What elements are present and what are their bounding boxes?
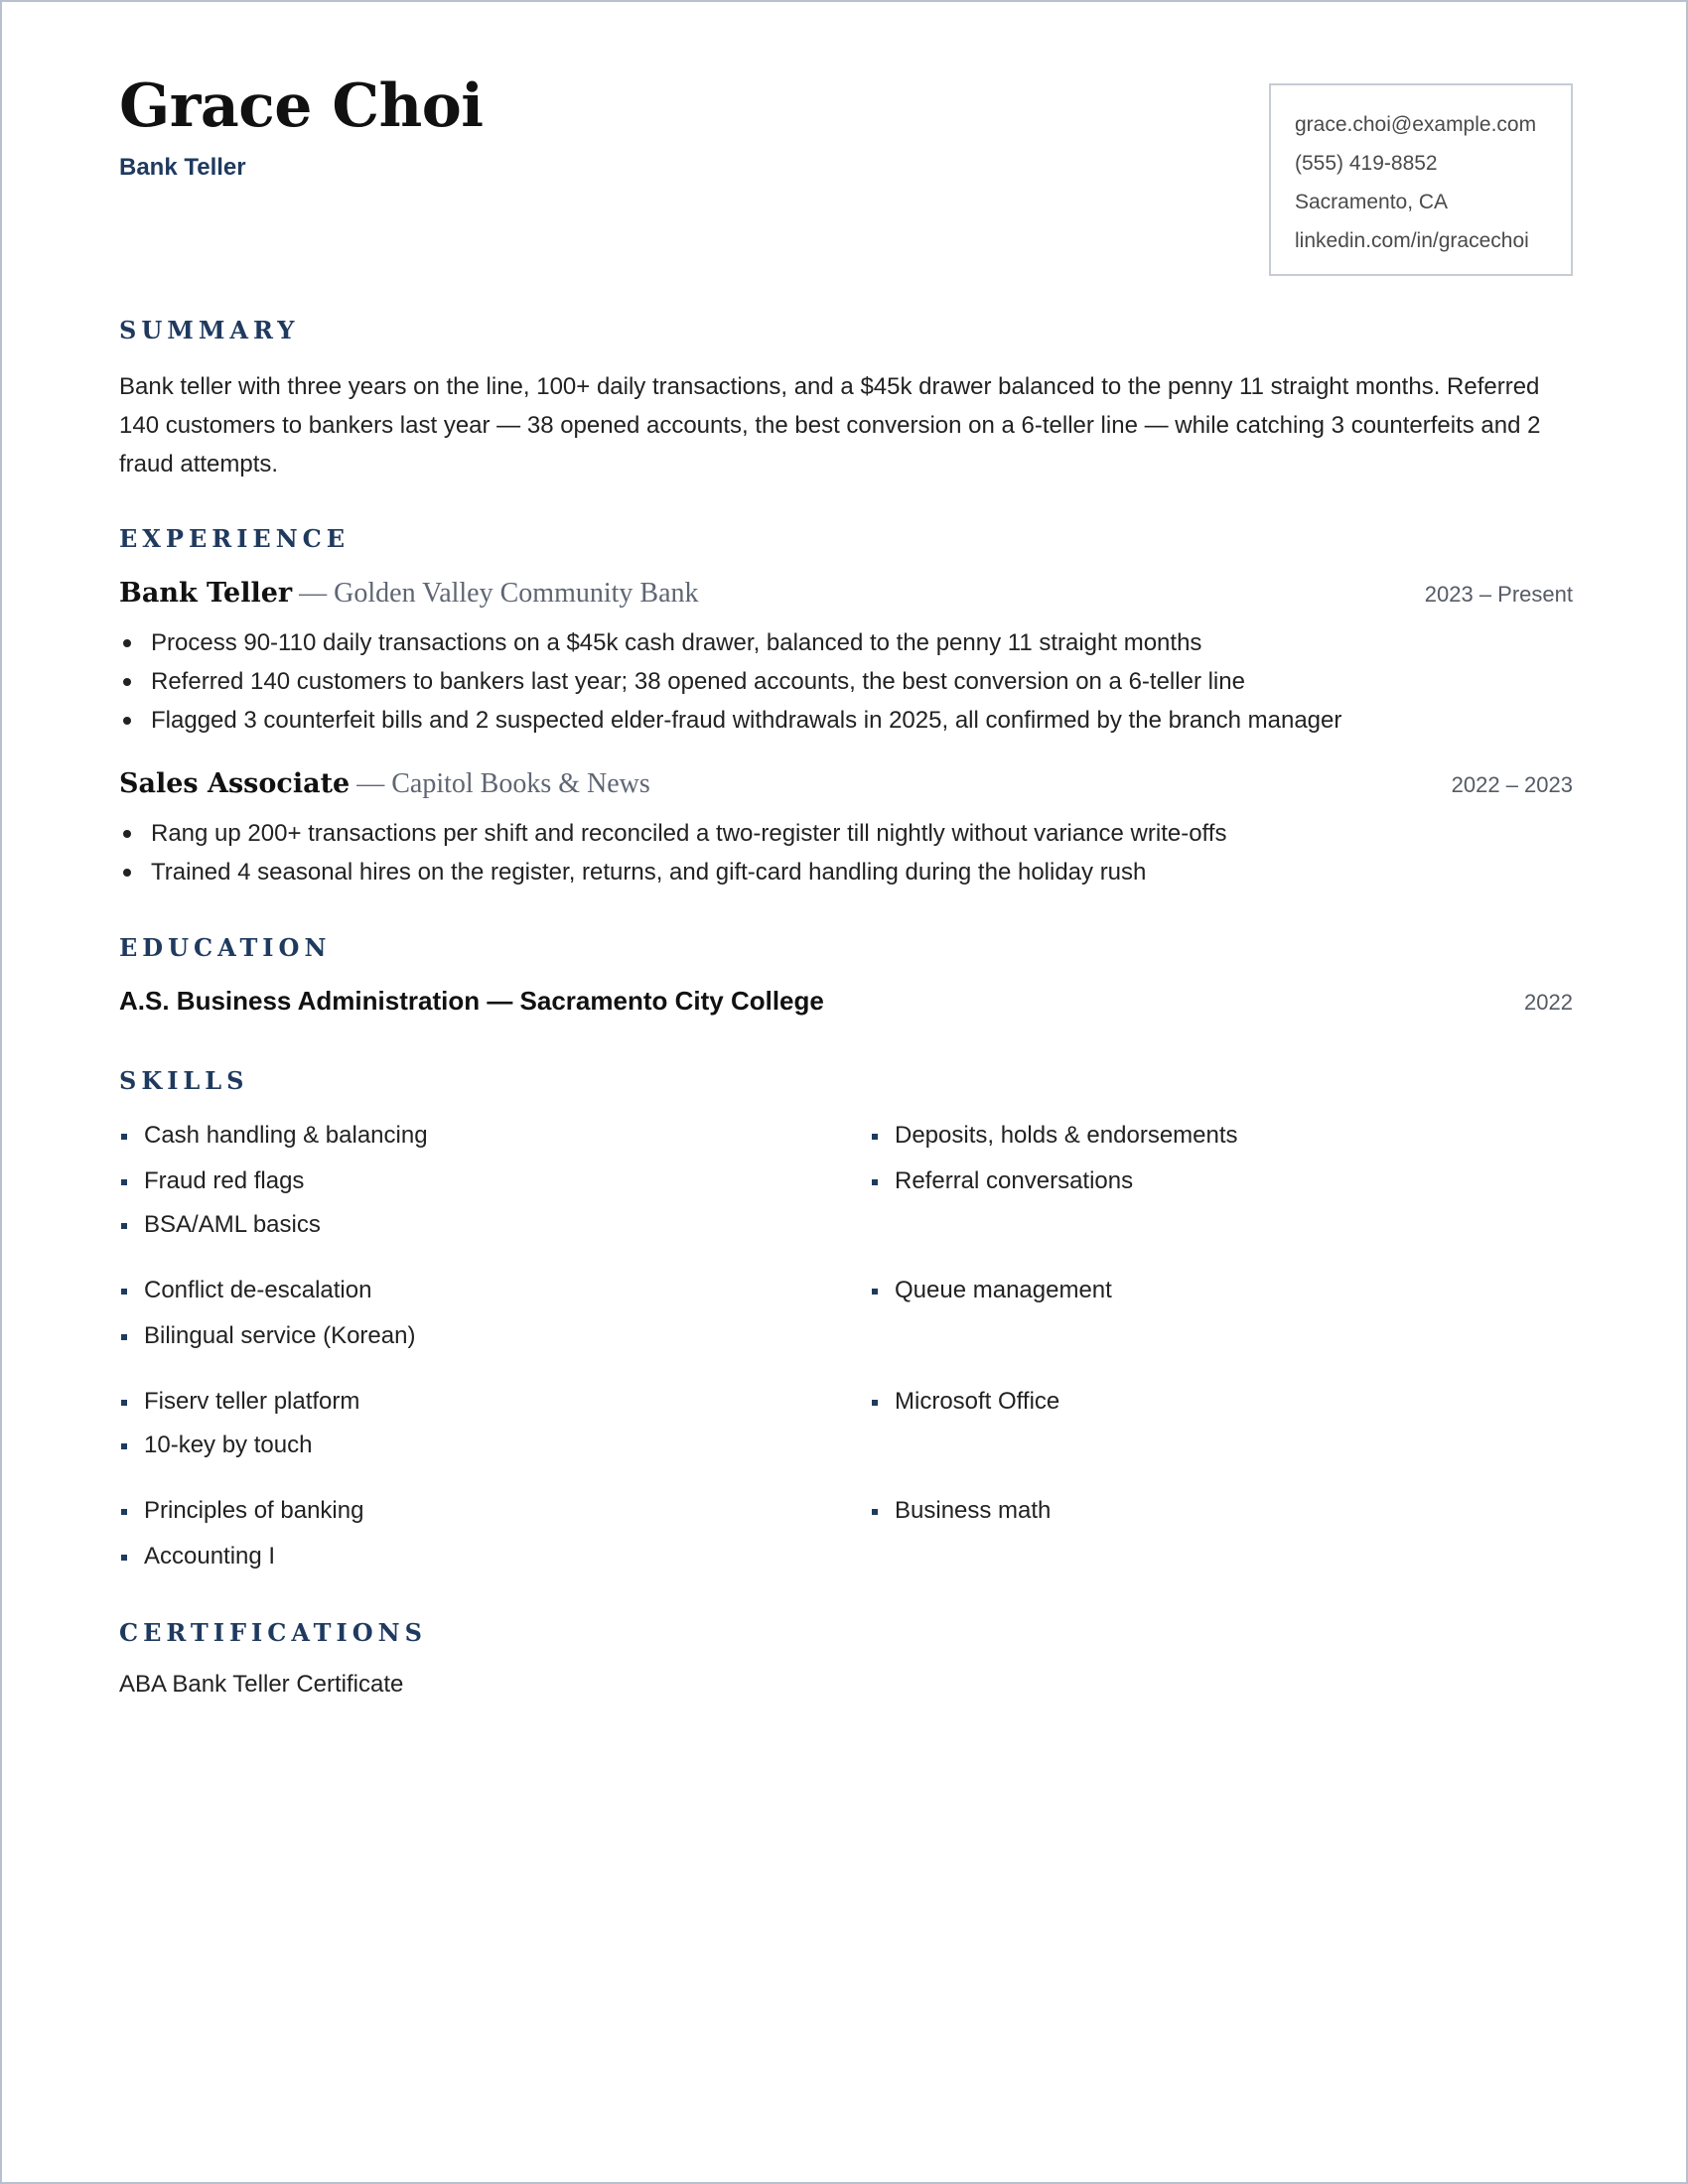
bullet-dot-icon xyxy=(123,869,131,877)
skill-label: Conflict de-escalation xyxy=(144,1277,372,1303)
square-bullet-icon xyxy=(121,1555,127,1561)
skill-item xyxy=(119,1277,371,1304)
job-title: Bank Teller xyxy=(119,578,293,609)
job-title-line xyxy=(119,768,650,800)
square-bullet-icon xyxy=(121,1400,127,1406)
certifications-heading: CERTIFICATIONS xyxy=(119,1618,427,1647)
bullet-dot-icon xyxy=(123,678,131,686)
job-bullet xyxy=(119,623,1579,662)
square-bullet-icon xyxy=(872,1179,878,1185)
education-entry xyxy=(119,986,1573,1017)
candidate-role: Bank Teller xyxy=(119,154,246,181)
job-bullet-text: Referred 140 customers to bankers last year; 38 opened accounts, the best conversion on a 6-teller line xyxy=(151,668,1245,695)
skill-item xyxy=(119,1211,321,1239)
skill-item xyxy=(870,1497,1051,1525)
square-bullet-icon xyxy=(121,1179,127,1185)
education-degree: A.S. Business Administration — Sacramento City College xyxy=(119,986,824,1016)
skill-item xyxy=(119,1388,359,1416)
skill-label: Principles of banking xyxy=(144,1497,364,1524)
square-bullet-icon xyxy=(872,1509,878,1515)
contact-linkedin[interactable]: linkedin.com/in/gracechoi xyxy=(1295,229,1529,252)
job-bullets xyxy=(119,814,1579,891)
square-bullet-icon xyxy=(872,1134,878,1140)
skill-label: Business math xyxy=(895,1497,1052,1524)
job-entry-header xyxy=(119,578,1573,610)
skill-item xyxy=(119,1497,363,1525)
contact-phone: (555) 419-8852 xyxy=(1295,152,1438,175)
skill-label: Bilingual service (Korean) xyxy=(144,1322,416,1349)
skills-heading: SKILLS xyxy=(119,1066,249,1095)
skill-label: Accounting I xyxy=(144,1543,276,1570)
job-bullet-text: Process 90-110 daily transactions on a $45k cash drawer, balanced to the penny 11 straight months xyxy=(151,629,1202,656)
job-dates: 2022 – 2023 xyxy=(1451,772,1573,797)
skill-item xyxy=(119,1322,415,1350)
job-entry-header xyxy=(119,768,1573,800)
job-bullets xyxy=(119,623,1579,740)
square-bullet-icon xyxy=(121,1509,127,1515)
square-bullet-icon xyxy=(872,1289,878,1295)
skill-item xyxy=(870,1388,1059,1416)
experience-heading: EXPERIENCE xyxy=(119,524,351,553)
job-bullet xyxy=(119,853,1579,891)
skill-item xyxy=(119,1167,304,1195)
skill-label: Cash handling & balancing xyxy=(144,1122,428,1149)
contact-location: Sacramento, CA xyxy=(1295,191,1449,213)
skill-item xyxy=(870,1277,1112,1304)
square-bullet-icon xyxy=(121,1134,127,1140)
skill-label: Fraud red flags xyxy=(144,1167,305,1194)
summary-text: Bank teller with three years on the line, 100+ daily transactions, and a $45k drawer balanced to the penny 11 straight months. Referred 140 customers to bankers last year — 38 opened accounts, the best conversion on a 6-teller line — while catching 3 counterfeits and 2 fraud attempts. xyxy=(119,373,1541,478)
skill-item xyxy=(119,1432,312,1459)
job-bullet xyxy=(119,701,1579,740)
job-employer: — Capitol Books & News xyxy=(350,768,650,799)
skill-label: Referral conversations xyxy=(895,1167,1134,1194)
square-bullet-icon xyxy=(872,1400,878,1406)
education-year: 2022 xyxy=(1524,990,1573,1015)
job-bullet xyxy=(119,814,1579,853)
job-employer: — Golden Valley Community Bank xyxy=(292,578,699,609)
job-bullet-text: Flagged 3 counterfeit bills and 2 suspected elder-fraud withdrawals in 2025, all confirmed by the branch manager xyxy=(151,707,1342,734)
skill-item xyxy=(870,1122,1238,1150)
job-bullet-text: Trained 4 seasonal hires on the register, returns, and gift-card handling during the holiday rush xyxy=(151,859,1147,886)
skill-label: 10-key by touch xyxy=(144,1432,313,1458)
skill-item xyxy=(870,1167,1133,1195)
bullet-dot-icon xyxy=(123,830,131,838)
job-dates: 2023 – Present xyxy=(1424,582,1573,607)
square-bullet-icon xyxy=(121,1289,127,1295)
square-bullet-icon xyxy=(121,1223,127,1229)
bullet-dot-icon xyxy=(123,639,131,647)
skill-label: Fiserv teller platform xyxy=(144,1388,360,1415)
skill-label: Queue management xyxy=(895,1277,1112,1303)
square-bullet-icon xyxy=(121,1443,127,1449)
education-heading: EDUCATION xyxy=(119,933,332,962)
candidate-name: Grace Choi xyxy=(119,71,484,141)
certification-item: ABA Bank Teller Certificate xyxy=(119,1671,404,1698)
skill-label: Deposits, holds & endorsements xyxy=(895,1122,1238,1149)
square-bullet-icon xyxy=(121,1334,127,1340)
bullet-dot-icon xyxy=(123,717,131,725)
contact-email[interactable]: grace.choi@example.com xyxy=(1295,113,1537,136)
skill-label: BSA/AML basics xyxy=(144,1211,321,1238)
job-bullet-text: Rang up 200+ transactions per shift and reconciled a two-register till nightly without variance write-offs xyxy=(151,820,1227,847)
skill-item xyxy=(119,1543,275,1570)
job-title: Sales Associate xyxy=(119,768,351,799)
skill-item xyxy=(119,1122,428,1150)
job-bullet xyxy=(119,662,1579,701)
skill-label: Microsoft Office xyxy=(895,1388,1060,1415)
contact-box xyxy=(1269,83,1573,276)
summary-heading: SUMMARY xyxy=(119,316,300,344)
job-title-line xyxy=(119,578,699,610)
